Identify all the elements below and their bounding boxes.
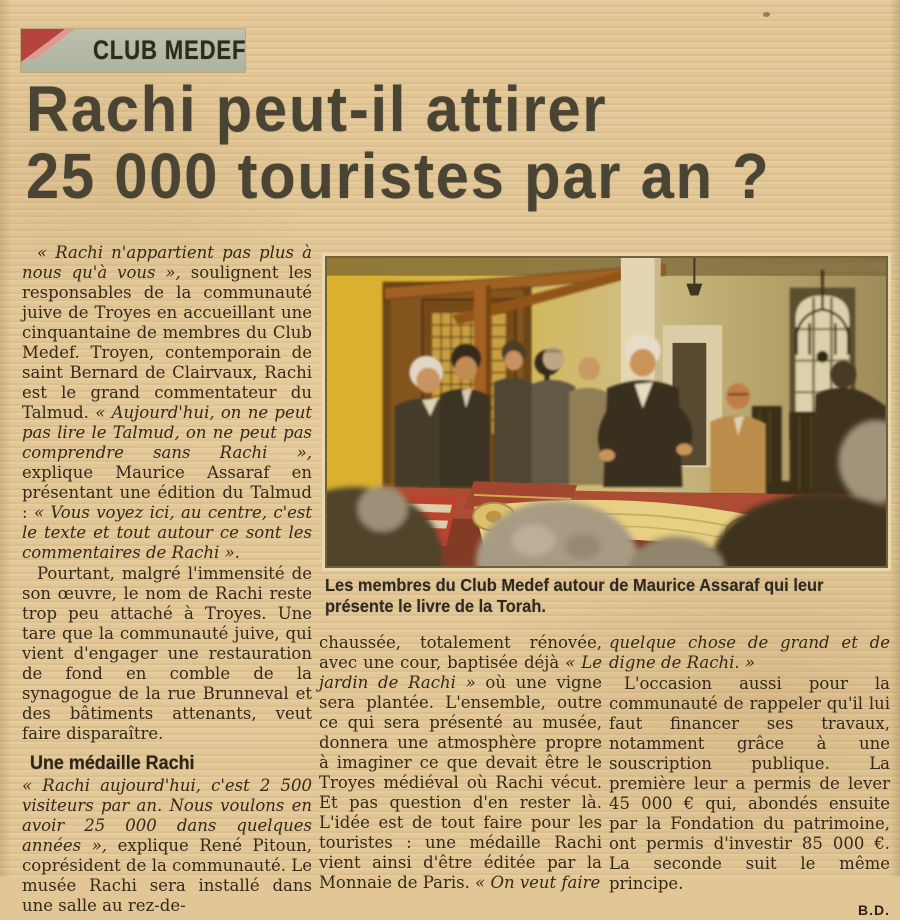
paragraph: Pourtant, malgré l'immensité de son œuvre, le nom de Rachi reste trop peu attaché à Troyes. Une tare que la communauté juive, qui vient d'engager une restauration de fond en comble de la synagogue de la rue Brunneval et des bâtiments attenants, veut faire disparaître.	[22, 564, 312, 743]
body-text: où une vigne sera plantée. L'ensemble, outre ce qui sera présenté au musée, donnera une atmosphère propre à imaginer ce que devait être le Troyes médiéval où Rachi vécut. Et pas question d'en rester là. L'idée est de tout faire pour les touristes : une médaille Rachi vient ainsi d'être éditée par la Monnaie de Paris.	[319, 673, 602, 892]
body-text: explique Maurice Assaraf en présentant une édition du Talmud :	[22, 463, 312, 522]
quote-text: quelque chose de grand et de digne de Rachi. »	[609, 633, 890, 672]
kicker-label: CLUB MEDEF	[93, 35, 247, 65]
author-initials: B.D.	[858, 902, 890, 918]
kicker-flag-icon	[21, 29, 85, 72]
body-text: explique René Pitoun, coprésident de la communauté. Le musée Rachi sera installé dans une salle au rez-de-	[22, 836, 313, 915]
paragraph	[319, 633, 602, 893]
column-left	[22, 243, 313, 915]
paragraph	[609, 633, 890, 673]
quote-text: « Rachi aujourd'hui, c'est 2 500 visiteurs par an. Nous voulons en avoir 25 000 dans quelques années »,	[22, 776, 312, 855]
quote-text: « Aujourd'hui, on ne peut pas lire le Talmud, on ne peut pas comprendre sans Rachi »,	[22, 403, 312, 462]
body-text: chaussée, totalement rénovée, avec une cour, baptisée déjà	[319, 633, 602, 672]
paper-speck	[763, 12, 770, 17]
paragraph: L'occasion aussi pour la communauté de rappeler qu'il lui faut financer ses travaux, notamment grâce à une souscription publique. La première leur a permis de lever 45 000 € qui, abondés ensuite par la Fondation du patrimoine, ont permis d'investir 85 000 €. La seconde suit le même principe.	[609, 674, 890, 893]
paragraph-lead	[22, 243, 312, 563]
headline-line-2: 25 000 touristes par an ?	[26, 140, 771, 212]
quote-text: « Le jardin de Rachi »	[319, 653, 602, 692]
quote-text: « Rachi n'appartient pas plus à nous qu'à vous »,	[22, 243, 312, 282]
headline-line-1: Rachi peut-il attirer	[26, 73, 608, 145]
quote-text: « On veut faire	[475, 873, 601, 892]
quote-text: « Vous voyez ici, au centre, c'est le texte et tout autour ce sont les commentaires de Rachi ».	[22, 503, 312, 562]
subheading: Une médaille Rachi	[30, 752, 195, 774]
headline	[26, 73, 827, 212]
body-text: soulignent les responsables de la communauté juive de Troyes en accueillant une cinquantaine de membres du Club Medef. Troyen, contemporain de saint Bernard de Clairvaux, Rachi est le grand commentateur du Talmud.	[22, 263, 312, 422]
kicker-badge	[21, 29, 245, 72]
article-photo-illustration	[325, 256, 888, 568]
column-middle	[319, 633, 602, 892]
photo-caption: Les membres du Club Medef autour de Maurice Assaraf qui leur présente le livre de la Torah.	[325, 575, 824, 616]
paragraph	[22, 776, 312, 916]
column-right	[609, 633, 890, 918]
article-photo	[325, 256, 888, 617]
